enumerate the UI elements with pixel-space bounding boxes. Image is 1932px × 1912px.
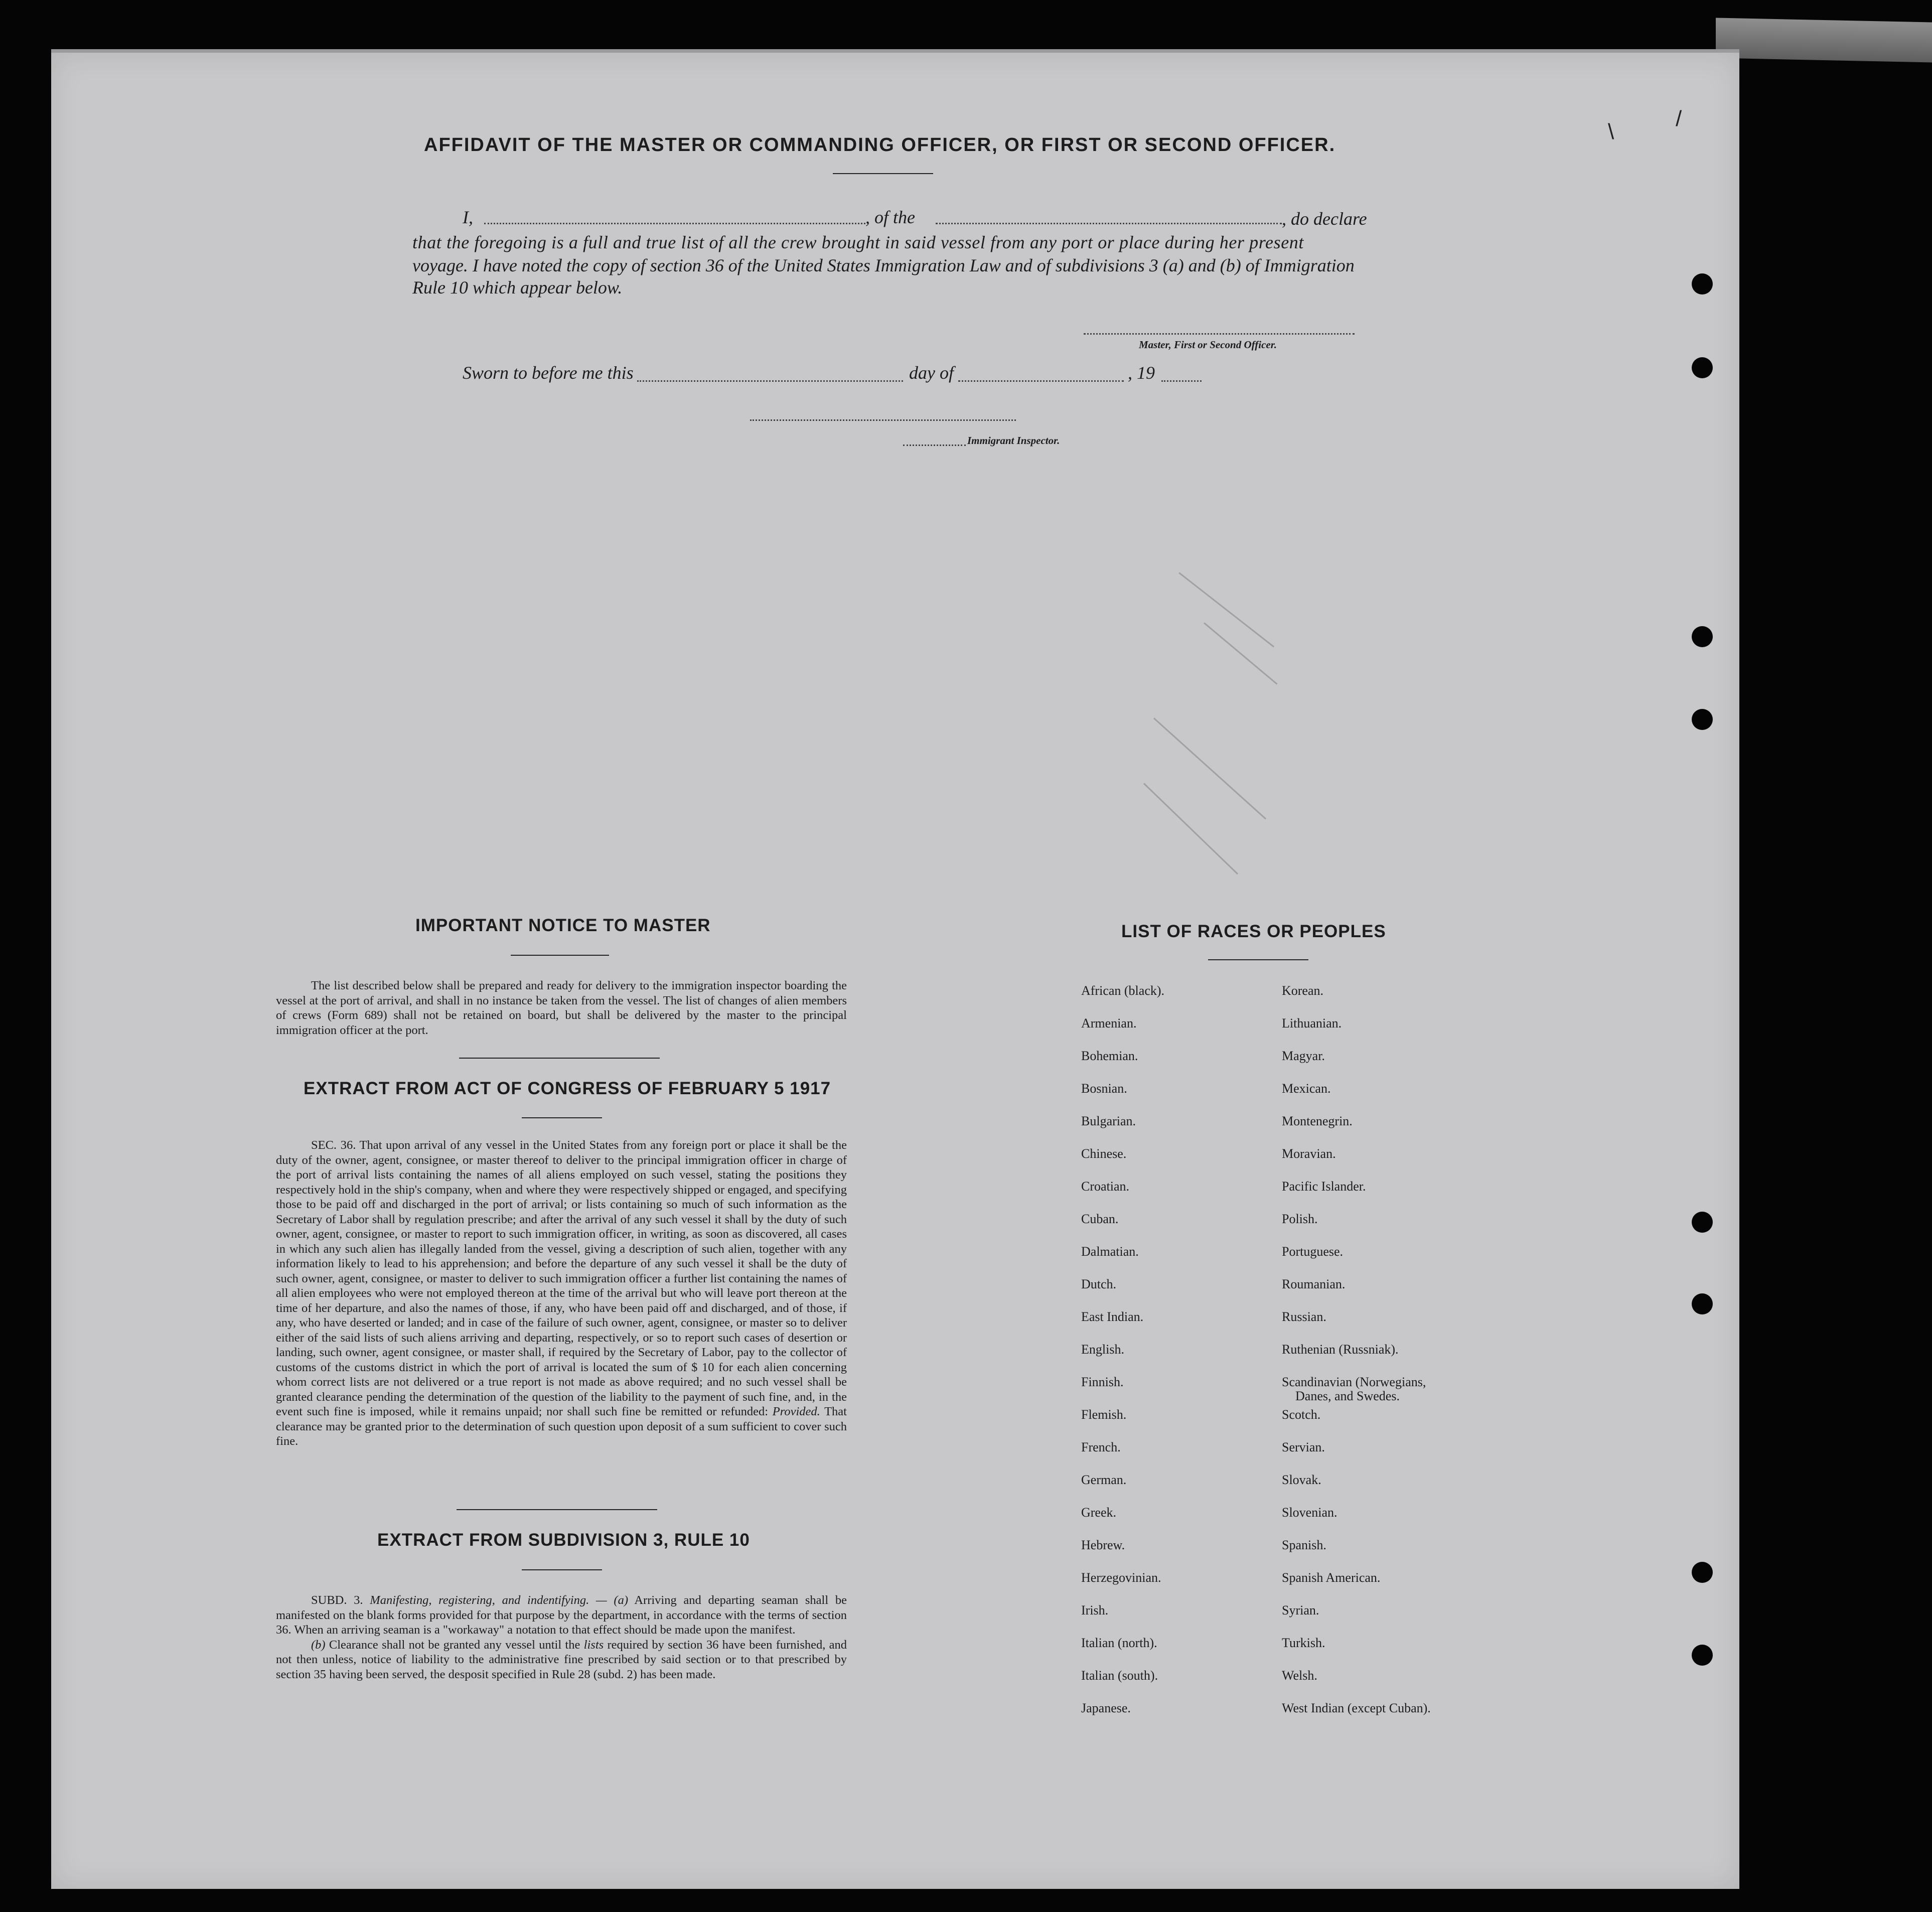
affidavit-declare: , do declare [1282,209,1367,229]
subd-label: SUBD. 3. [311,1593,363,1607]
year-blank [1161,380,1202,382]
affidavit-of-the: , of the [865,207,915,227]
race-item: Scandinavian (Norwegians, [1282,1375,1426,1389]
punch-hole [1692,626,1713,647]
extract-rule-title: EXTRACT FROM SUBDIVISION 3, RULE 10 [377,1530,750,1550]
notice-underline [511,955,609,956]
inspector-signature-blank [750,419,1016,421]
race-item: Lithuanian. [1282,1016,1342,1031]
race-item: Bohemian. [1081,1049,1138,1063]
subd-b-paragraph [276,1638,847,1682]
race-item: Chinese. [1081,1146,1127,1161]
subd-heading: Manifesting, registering, and indentifying. — (a) [370,1593,628,1607]
extract-act-underline [522,1117,602,1118]
sworn-text: Sworn to before me this [463,363,634,383]
race-item: Slovak. [1282,1473,1321,1487]
punch-hole [1692,1293,1713,1314]
subd-b-text-2: required by section 36 have been furnished, and not then unless, notice of liability to the administrative fine prescribed by said section or to that prescribed by section 35 having been served, the desposit specified in Rule 28 (subd. 2) has been made. [276,1638,847,1681]
race-item: French. [1081,1440,1121,1454]
race-item: Finnish. [1081,1375,1124,1389]
subd-b-label: (b) [311,1638,326,1652]
race-item: Dalmatian. [1081,1244,1139,1259]
master-caption: Master, First or Second Officer. [1139,339,1277,351]
race-item: Flemish. [1081,1407,1127,1422]
title-underline [833,173,933,174]
race-item: Servian. [1282,1440,1325,1454]
notice-divider [459,1058,660,1059]
year-text: , 19 [1128,363,1155,383]
race-item: Dutch. [1081,1277,1117,1291]
notice-paragraph: The list described below shall be prepared and ready for delivery to the immigration inspector boarding the vessel at the port of arrival, and shall in no instance be taken from the vessel. The list of changes of alien members of crews (Form 689) shall not be retained on board, but shall be delivered by the master to the principal immigration officer at the port. [276,979,847,1037]
race-item: African (black). [1081,983,1165,998]
extract-act-body [276,1138,847,1449]
race-item: Croatian. [1081,1179,1130,1194]
race-item: English. [1081,1342,1124,1357]
inspector-caption: Immigrant Inspector. [967,434,1060,447]
race-item: East Indian. [1081,1309,1144,1324]
race-item: Syrian. [1282,1603,1319,1617]
race-item: Slovenian. [1282,1505,1337,1520]
race-item: Montenegrin. [1282,1114,1353,1128]
affidavit-line-2: that the foregoing is a full and true list of all the crew brought in said vessel from any port or place during her present [412,232,1304,252]
race-item: Russian. [1282,1309,1326,1324]
race-item: Italian (south). [1081,1668,1158,1683]
affidavit-line-4: Rule 10 which appear below. [412,277,623,298]
race-item: German. [1081,1473,1127,1487]
race-item: Italian (north). [1081,1636,1157,1650]
corner-mark: / [1676,106,1682,131]
race-item: Irish. [1081,1603,1109,1617]
corner-mark: \ [1608,119,1614,144]
subd-a-paragraph [276,1593,847,1638]
race-item: Armenian. [1081,1016,1137,1031]
punch-hole [1692,709,1713,730]
name-blank [484,223,865,224]
race-item: Greek. [1081,1505,1117,1520]
race-item: Welsh. [1282,1668,1317,1683]
affidavit-title: AFFIDAVIT OF THE MASTER OR COMMANDING OFFICER, OR FIRST OR SECOND OFFICER. [424,134,1336,156]
notice-title: IMPORTANT NOTICE TO MASTER [415,916,711,935]
race-item: Turkish. [1282,1636,1325,1650]
punch-hole [1692,1645,1713,1666]
race-item: West Indian (except Cuban). [1282,1701,1431,1715]
races-title: LIST OF RACES OR PEOPLES [1121,922,1386,941]
extract-act-divider [457,1509,657,1510]
race-item: Bosnian. [1081,1081,1127,1096]
race-item: Mexican. [1282,1081,1331,1096]
punch-hole [1692,273,1713,295]
sworn-month-blank [958,380,1124,382]
race-item: Pacific Islander. [1282,1179,1366,1194]
punch-hole [1692,357,1713,378]
section-36-end: That clearance may be granted prior to the determination of such question upon deposit of a sum sufficient to cover such fine. [276,1405,847,1448]
extract-rule-underline [522,1569,602,1570]
race-item: Cuban. [1081,1212,1119,1226]
race-item: Spanish American. [1282,1570,1381,1585]
extract-act-title: EXTRACT FROM ACT OF CONGRESS OF FEBRUARY 5 1917 [304,1079,831,1098]
race-item: Japanese. [1081,1701,1131,1715]
race-item: Magyar. [1282,1049,1325,1063]
race-item: Herzegovinian. [1081,1570,1161,1585]
race-continuation: Danes, and Swedes. [1295,1389,1400,1403]
extract-rule-body [276,1593,847,1682]
subd-b-text-1: Clearance shall not be granted any vessel until the [329,1638,580,1652]
provided-word: Provided. [772,1405,820,1418]
punch-hole [1692,1562,1713,1583]
sworn-day-blank [637,380,903,382]
races-underline [1208,959,1308,960]
vessel-blank [936,223,1282,224]
notice-body [276,978,847,1038]
race-item: Portuguese. [1282,1244,1344,1259]
day-of-text: day of [909,363,954,383]
subd-b-lists: lists [583,1638,604,1652]
subd-a-text: Arriving and departing seaman shall be manifested on the blank forms provided for that purpose by the department, in accordance with the terms of section 36. When an arriving seaman is a "workaway" a notation to that effect should be made upon the manifest. [276,1593,847,1637]
section-36-text: SEC. 36. That upon arrival of any vessel in the United States from any foreign port or place it shall be the duty of the owner, agent, consignee, or master thereof to deliver to the principal immigration officer in charge of the port of arrival lists containing the names of all aliens employed on such vessel, stating the positions they respectively hold in the ship's company, when and where they were respectively shipped or engaged, and specifying those to be paid off and discharged in the port of arrival; or lists containing so much of such information as the Secretary of Labor shall by regulation prescribe; and after the arrival of any such vessel it shall by the duty of such owner, agent, consignee, or master to report to such immigration officer, in writing, as soon as discovered, all cases in which any such alien has illegally landed from the vessel, giving a description of such alien, together with any information likely to lead to his apprehension; and before the departure of any such vessel it shall be the duty of such owner, agent, consignee, or master to deliver to such immigration officer a further list containing the names of all alien employees who were not employed thereon at the time of the arrival but who will leave port thereon at the time of her departure, and also the names of those, if any, who have been paid off and discharged, and of those, if any, who have deserted or landed; and in case of the failure of such owner, agent, consignee, or master so to deliver either of the said lists of such aliens arriving and departing, respectively, or so to report such cases of desertion or landing, such owner, agent consignee, or master shall, if required by the Secretary of Labor, pay to the collector of customs of the customs district in which the port of arrival is located the sum of $ 10 for each alien concerning whom correct lists are not delivered or a true report is not made as above required; and no such vessel shall be granted clearance pending the determination of the question of the liability to the payment of such fine, and, in the event such fine is imposed, while it remains unpaid; nor shall such fine be remitted or refunded: [276,1138,847,1418]
section-36-paragraph [276,1138,847,1449]
race-item: Bulgarian. [1081,1114,1136,1128]
punch-hole [1692,1212,1713,1233]
race-item: Polish. [1282,1212,1318,1226]
scanner-edge-strip [1716,18,1932,62]
race-item: Hebrew. [1081,1538,1125,1552]
race-item: Scotch. [1282,1407,1321,1422]
race-item: Roumanian. [1282,1277,1346,1291]
master-signature-blank [1084,333,1355,335]
affidavit-line-3: voyage. I have noted the copy of section 36 of the United States Immigration Law and of subdivisions 3 (a) and (b) of Immigration [412,255,1355,275]
race-item: Spanish. [1282,1538,1326,1552]
affidavit-i: I, [463,207,473,227]
race-item: Korean. [1282,983,1324,998]
race-item: Ruthenian (Russniak). [1282,1342,1399,1357]
inspector-leader [903,445,966,446]
race-item: Moravian. [1282,1146,1336,1161]
